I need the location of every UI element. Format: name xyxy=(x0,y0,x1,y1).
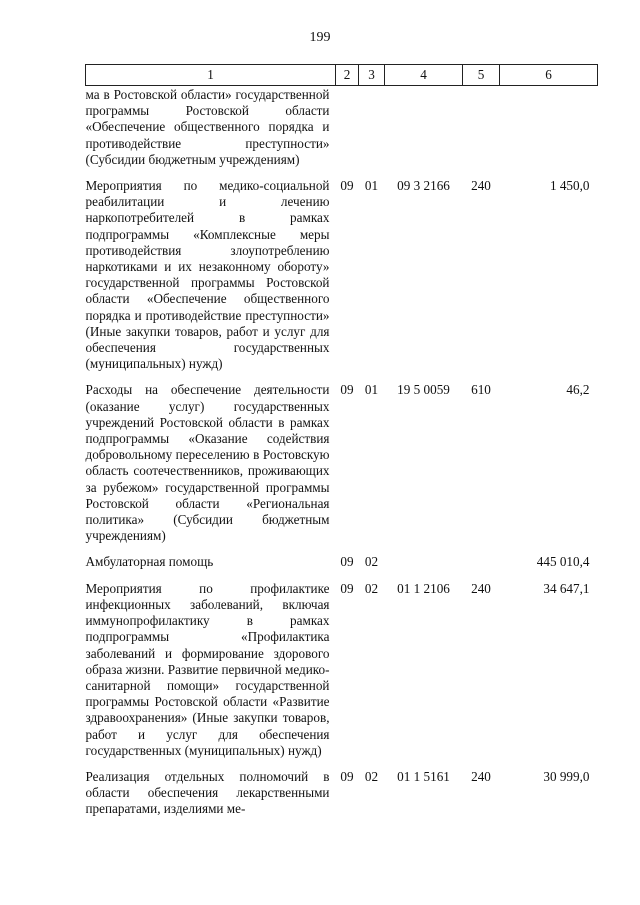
row-expense-type: 240 xyxy=(471,178,491,194)
row-target-article: 01 1 5161 xyxy=(397,768,450,784)
row-target-article: 19 5 0059 xyxy=(397,382,450,398)
header-col-5: 5 xyxy=(463,65,500,86)
row-subsection: 02 xyxy=(364,580,379,596)
row-amount: 30 999,0 xyxy=(543,768,590,784)
table-row xyxy=(86,554,598,580)
row-subsection: 01 xyxy=(364,178,379,194)
table-header xyxy=(86,65,598,86)
row-amount: 34 647,1 xyxy=(543,580,590,596)
row-section: 09 xyxy=(340,178,354,194)
row-subsection: 02 xyxy=(364,554,379,570)
header-col-4: 4 xyxy=(385,65,463,86)
row-description: Амбулаторная помощь xyxy=(85,554,214,570)
table-row xyxy=(86,86,598,179)
row-amount: 1 450,0 xyxy=(549,178,590,194)
row-section: 09 xyxy=(340,580,354,596)
row-target-article: 09 3 2166 xyxy=(397,178,450,194)
header-col-6: 6 xyxy=(500,65,598,86)
row-expense-type: 240 xyxy=(471,768,491,784)
row-amount xyxy=(500,86,598,179)
row-amount: 445 010,4 xyxy=(536,554,590,570)
row-expense-type: 240 xyxy=(471,580,491,596)
row-subsection: 01 xyxy=(364,382,379,398)
page-number: 199 xyxy=(309,30,331,45)
row-expense-type xyxy=(463,86,500,179)
row-amount: 46,2 xyxy=(566,382,590,398)
budget-table xyxy=(85,64,598,828)
row-description: Мероприятия по медико-социальной реабилитации и лечению наркопотребителей в рамках подпрограммы «Комплексные меры противодействия злоупотреблению наркотиками и их незаконному обороту» государственной программы Ростовской области «Обеспечение общественного порядка и противодействие преступности» (Иные закупки товаров, работ и услуг для обеспечения государственных (муниципальных) нужд) xyxy=(85,178,330,372)
row-expense-type xyxy=(463,554,500,580)
table-row xyxy=(86,382,598,554)
row-description: Мероприятия по профилактике инфекционных заболеваний, включая иммунопрофилактику в рамках подпрограммы «Профилактика заболеваний и формирование здорового образа жизни. Развитие первичной медико-санитарной помощи» государственной программы Ростовской области «Развитие здравоохранения» (Иные закупки товаров, работ и услуг для обеспечения государственных (муниципальных) нужд) xyxy=(85,580,330,758)
row-section: 09 xyxy=(340,382,354,398)
header-col-1: 1 xyxy=(86,65,336,86)
header-col-2: 2 xyxy=(336,65,359,86)
row-description: Расходы на обеспечение деятельности (оказание услуг) государственных учреждений Ростовской области в рамках подпрограммы «Оказание содействия добровольному переселению в Ростовскую область соотечественников, проживающих за рубежом» государственной программы Ростовской области «Региональная политика» (Субсидии бюджетным учреждениям) xyxy=(85,382,330,544)
row-section: 09 xyxy=(340,554,354,570)
row-description: Реализация отдельных полномочий в области обеспечения лекарственными препаратами, изделиями ме- xyxy=(85,768,330,817)
table-row xyxy=(86,581,598,769)
row-description: ма в Ростовской области» государственной программы Ростовской области «Обеспечение общественного порядка и противодействие преступности» (Субсидии бюджетным учреждениям) xyxy=(85,87,330,167)
row-section xyxy=(336,86,359,179)
header-col-3: 3 xyxy=(359,65,385,86)
row-subsection: 02 xyxy=(364,768,379,784)
row-subsection xyxy=(359,86,385,179)
row-section: 09 xyxy=(340,768,354,784)
table-row xyxy=(86,769,598,828)
row-target-article: 01 1 2106 xyxy=(397,580,450,596)
row-expense-type: 610 xyxy=(471,382,491,398)
table-row xyxy=(86,178,598,382)
row-target-article xyxy=(385,554,463,580)
row-target-article xyxy=(385,86,463,179)
